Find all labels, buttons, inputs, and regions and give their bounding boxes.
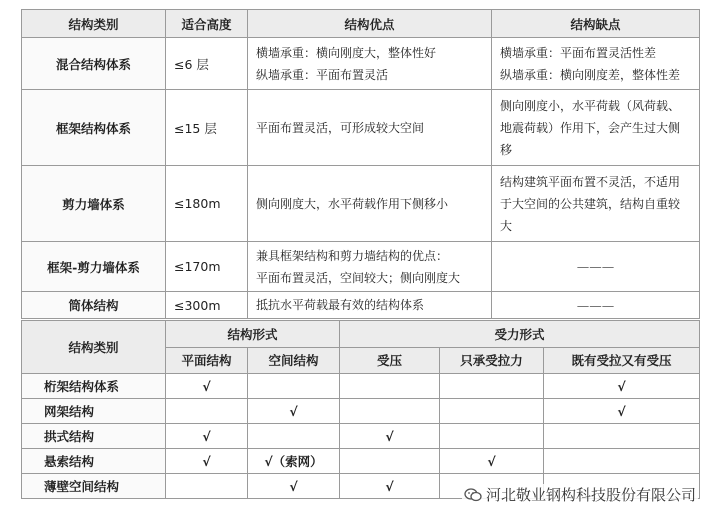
table-row <box>22 449 700 474</box>
table-row <box>22 424 700 449</box>
check-cell <box>440 424 544 449</box>
table2-header-category: 结构类别 <box>22 321 166 374</box>
subheader-tension-only: 只承受拉力 <box>440 347 544 374</box>
disadvantages-cell: 侧向刚度小，水平荷载（风荷载、地震荷载）作用下，会产生过大侧移 <box>492 90 700 166</box>
check-cell: √ <box>248 474 340 499</box>
disadvantages-cell: ——— <box>492 292 700 319</box>
advantages-cell: 兼具框架结构和剪力墙结构的优点： 平面布置灵活，空间较大；侧向刚度大 <box>248 242 492 292</box>
check-cell: √ <box>340 424 440 449</box>
table1-header-category: 结构类别 <box>22 10 166 38</box>
check-cell: √ <box>166 424 248 449</box>
table-row <box>22 374 700 399</box>
category-cell: 筒体结构 <box>22 292 166 319</box>
check-cell <box>440 399 544 424</box>
table-row <box>22 242 700 292</box>
watermark <box>462 484 698 505</box>
height-cell: ≤15 层 <box>166 90 248 166</box>
table2-group-force-form: 受力形式 <box>340 321 700 348</box>
height-cell: ≤180m <box>166 166 248 242</box>
subheader-compression: 受压 <box>340 347 440 374</box>
category-cell: 薄壁空间结构 <box>22 474 166 499</box>
category-cell: 框架结构体系 <box>22 90 166 166</box>
check-cell: √ <box>544 399 700 424</box>
category-cell: 拱式结构 <box>22 424 166 449</box>
check-cell: √（索网） <box>248 449 340 474</box>
table1-header-advantages: 结构优点 <box>248 10 492 38</box>
check-cell: √ <box>544 374 700 399</box>
check-cell <box>340 399 440 424</box>
check-cell <box>544 449 700 474</box>
advantages-cell: 抵抗水平荷载最有效的结构体系 <box>248 292 492 319</box>
check-cell: √ <box>440 449 544 474</box>
check-cell <box>440 374 544 399</box>
subheader-planar: 平面结构 <box>166 347 248 374</box>
check-cell <box>248 374 340 399</box>
check-cell <box>340 374 440 399</box>
advantages-cell: 横墙承重：横向刚度大，整体性好 纵墙承重：平面布置灵活 <box>248 38 492 90</box>
check-cell: √ <box>166 374 248 399</box>
disadvantages-cell: 横墙承重：平面布置灵活性差 纵墙承重：横向刚度差，整体性差 <box>492 38 700 90</box>
category-cell: 悬索结构 <box>22 449 166 474</box>
advantages-cell: 平面布置灵活，可形成较大空间 <box>248 90 492 166</box>
disadvantages-cell: ——— <box>492 242 700 292</box>
check-cell <box>340 449 440 474</box>
height-cell: ≤170m <box>166 242 248 292</box>
table-row <box>22 399 700 424</box>
wechat-icon <box>464 488 482 502</box>
category-cell: 框架-剪力墙体系 <box>22 242 166 292</box>
category-cell: 网架结构 <box>22 399 166 424</box>
structure-forms-table <box>21 320 700 499</box>
check-cell: √ <box>166 449 248 474</box>
subheader-spatial: 空间结构 <box>248 347 340 374</box>
disadvantages-cell: 结构建筑平面布置不灵活，不适用于大空间的公共建筑，结构自重较大 <box>492 166 700 242</box>
table-row <box>22 38 700 90</box>
table-row <box>22 90 700 166</box>
table1-header-height: 适合高度 <box>166 10 248 38</box>
table1-header-disadvantages: 结构缺点 <box>492 10 700 38</box>
check-cell <box>166 474 248 499</box>
table-row <box>22 166 700 242</box>
structure-systems-table <box>21 9 700 319</box>
check-cell: √ <box>340 474 440 499</box>
table2-group-header-row <box>22 321 700 348</box>
table2-group-structure-form: 结构形式 <box>166 321 340 348</box>
table-row <box>22 292 700 319</box>
check-cell <box>248 424 340 449</box>
category-cell: 桁架结构体系 <box>22 374 166 399</box>
advantages-cell: 侧向刚度大，水平荷载作用下侧移小 <box>248 166 492 242</box>
check-cell <box>166 399 248 424</box>
check-cell: √ <box>248 399 340 424</box>
category-cell: 混合结构体系 <box>22 38 166 90</box>
check-cell <box>544 424 700 449</box>
category-cell: 剪力墙体系 <box>22 166 166 242</box>
subheader-tension-and-compression: 既有受拉又有受压 <box>544 347 700 374</box>
height-cell: ≤300m <box>166 292 248 319</box>
watermark-text: 河北敬业钢构科技股份有限公司 <box>485 486 696 504</box>
table1-header-row <box>22 10 700 38</box>
height-cell: ≤6 层 <box>166 38 248 90</box>
